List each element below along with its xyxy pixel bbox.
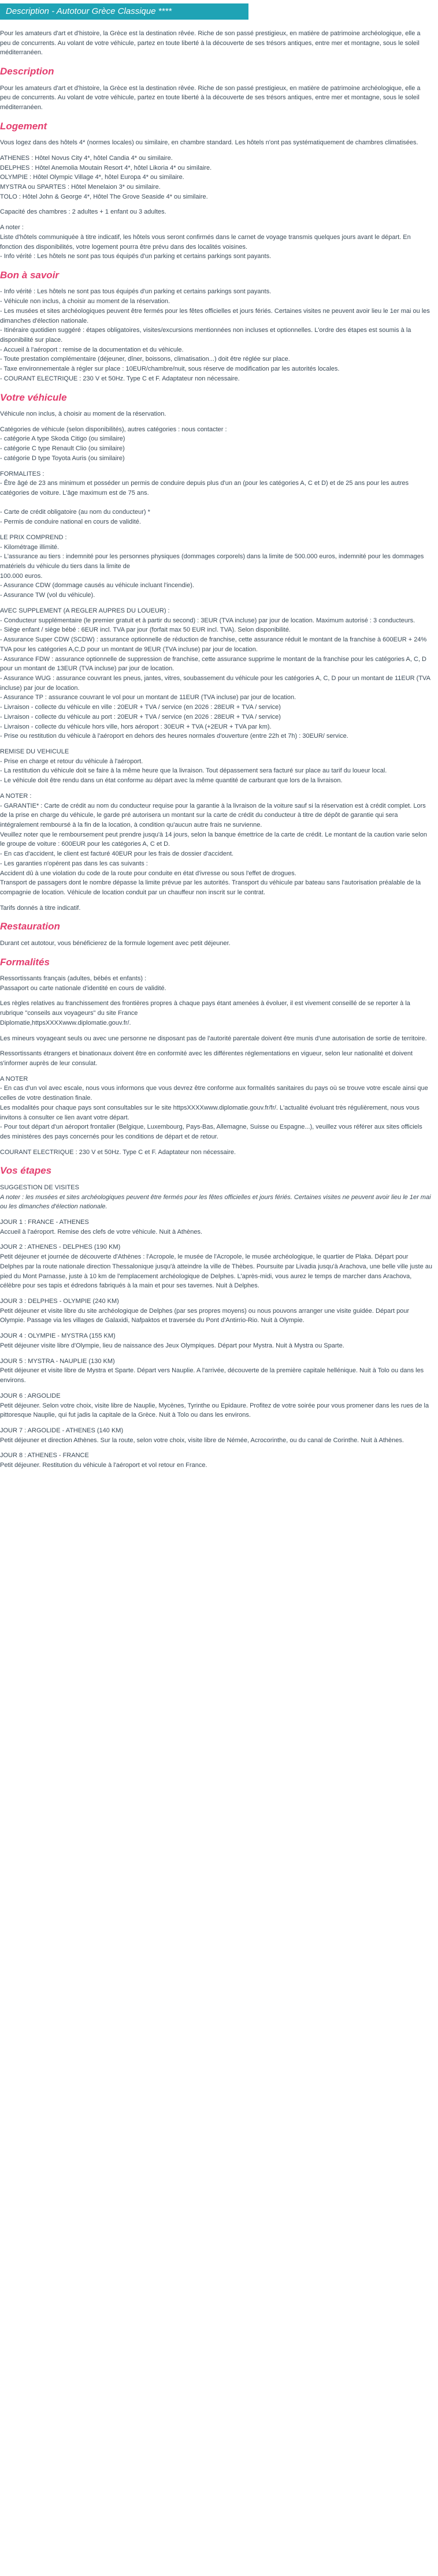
- logement-note: A noter : Liste d'hôtels communiquée à titre indicatif, les hôtels vous seront confirmés dans le carnet de voyage transmis quelques jours avant le départ. En fonction des disponibilités, votre logement pourra être prévu dans des localités voisines. - Info vérité : Les hôtels ne sont pas tous équipés d'un parking et certains parkings sont payants.: [0, 224, 411, 260]
- vehicule-section: [0, 392, 432, 913]
- etape-day-title: JOUR 5 : MYSTRA - NAUPLIE (130 KM): [0, 1357, 115, 1365]
- etape-day: [0, 1297, 432, 1326]
- etape-day-body: Petit déjeuner visite libre d'Olympie, lieu de naissance des Jeux Olympiques. Départ pour Mystra. Nuit à Mystra ou Sparte.: [0, 1342, 344, 1349]
- etapes-suggestion: SUGGESTION DE VISITES: [0, 1184, 79, 1191]
- description-heading: Description: [0, 66, 54, 77]
- etape-day: [0, 1331, 432, 1350]
- etape-day-body: Petit déjeuner et journée de découverte d'Athènes : l'Acropole, le musée de l'Acropole, le musée archéologique, le quartier de Plaka. Départ pour Delphes par la route nationale direction Thessalonique jusqu'à atteindre la ville de Thèbes. Poursuite par Livadia jusqu'à Arachova, une belle ville juste au pied du Mont Parnasse, juste à 10 km de l'emplacement archéologique de Delphes. L'après-midi, vous aurez le temps de marcher dans Arachova, célèbre pour ses tapis et édredons fabriqués à la main et pour ses tavernes. Nuit à Delphes.: [0, 1253, 432, 1290]
- vehicule-tarifs: Tarifs donnés à titre indicatif.: [0, 904, 81, 912]
- formalites-minors: Les mineurs voyageant seuls ou avec une personne ne disposant pas de l'autorité parentale doivent être munis d'une autorisation de sortie de territoire.: [0, 1035, 427, 1042]
- vehicule-supplement: AVEC SUPPLEMENT (A REGLER AUPRES DU LOUEUR) : - Conducteur supplémentaire (le premier gratuit et à partir du second) : 3EUR (TVA incluse) par jour de location. Maximum autorisé : 3 conducteurs. - Siège enfant / siège bébé : 6EUR incl. TVA par jour (forfait max 50 EUR incl. TVA). Selon disponibilité. - Assurance Super CDW (SCDW) : assurance optionnelle de réduction de franchise, cette assurance réduit le montant de la franchise à 600EUR + 24% TVA pour les catégories A,C,D pour un montant de 9EUR (TVA incluse) par jour de location. - Assurance FDW : assurance optionnelle de suppression de franchise, cette assurance supprime le montant de la franchise pour les catégories A, C, D pour un montant de 13EUR (TVA incluse) par jour de location. - Assurance WUG : assurance couvrant les pneus, jantes, vitres, soubassement du véhicule pour les catégories A, C, D pour un montant de 11EUR (TVA incluse) par jour de location. - Assurance TP : assurance couvrant le vol pour un montant de 11EUR (TVA incluse) par jour de location. - Livraison - collecte du véhicule en ville : 20EUR + TVA / service (en 2026 : 28EUR + TVA / service) - Livraison - collecte du véhicule au port : 20EUR + TVA / service (en 2026 : 28EUR + TVA / service) - Livraison - collecte du véhicule hors ville, hors aéroport : 30EUR + TVA (+2EUR + TVA par km). - Prise ou restitution du véhicule à l'aéroport en dehors des heures normales d'ouverture (entre 22h et 7h) : 30EUR/ service.: [0, 607, 430, 740]
- vehicule-heading: Votre véhicule: [0, 391, 67, 403]
- formalites-a-noter: A NOTER - En cas d'un vol avec escale, nous vous informons que vous devrez être conforme aux formalités sanitaires du pays où se trouve votre escale ainsi que celles de votre destination finale. Les modalités pour chaque pays sont consultables sur le site httpsXXXXwww.diplomatie.gouv.fr/fr/. L'actualité évoluant très régulièrement, nous vous invitons à consulter ce lien avant votre départ. - Pour tout départ d'un aéroport frontalier (Belgique, Luxembourg, Pays-Bas, Allemagne, Suisse ou Espagne...), veuillez vous référer aux sites officiels des ministères des pays concernés pour les conditions de départ et de retour.: [0, 1075, 428, 1141]
- intro-text: Pour les amateurs d'art et d'histoire, la Grèce est la destination rêvée. Riche de son passé prestigieux, en matière de patrimoine archéologique, elle a peu de concurrents. Au volant de votre véhicule, partez en toute liberté à la découverte de ses trésors antiques, entre mer et montagne, sous le soleil méditerranéen.: [0, 30, 421, 57]
- logement-intro: Vous logez dans des hôtels 4* (normes locales) ou similaire, en chambre standard. Les hôtels n'ont pas systématiquement de chambres climatisées.: [0, 139, 418, 147]
- logement-heading: Logement: [0, 120, 47, 132]
- etapes-note: A noter : les musées et sites archéologiques peuvent être fermés pour les fêtes officielles et jours fériés. Certaines visites ne peuvent avoir lieu le 1er mai ou les dimanches d'élection nationale.: [0, 1193, 431, 1211]
- restauration-heading: Restauration: [0, 921, 60, 932]
- vehicule-prix-comprend: LE PRIX COMPREND : - Kilométrage illimité. - L'assurance au tiers : indemnité pour les personnes physiques (dommages corporels) dans la limite de 500.000 euros, indemnité pour les dommages matériels du véhicule du tiers dans la limite de 100.000 euros. - Assurance CDW (dommage causés au véhicule incluant l'incendie). - Assurance TW (vol du véhicule).: [0, 533, 424, 599]
- etape-day-body: Accueil à l'aéroport. Remise des clefs de votre véhicule. Nuit à Athènes.: [0, 1228, 203, 1235]
- vehicule-a-noter: A NOTER : - GARANTIE* : Carte de crédit au nom du conducteur requise pour la garantie à la livraison de la voiture sauf si la réservation est à crédit complet. Lors de la prise en charge du véhicule, le garde pré autorisera un montant sur la carte de crédit du conducteur à titre de dépôt de garantie qui sera intégralement remboursé à la fin de la location, à condition qu'aucun autre frais ne survienne. Veuillez noter que le remboursement peut prendre jusqu'à 14 jours, selon la banque émettrice de la carte de crédit. Le montant de la caution varie selon le groupe de voiture : 600EUR pour les catégories A, C et D. - En cas d'accident, le client est facturé 40EUR pour les frais de dossier d'accident. - Les garanties n'opèrent pas dans les cas suivants : Accident dû à une violation du code de la route pour conduite en état d'ivresse ou sous l'effet de drogues. Transport de passagers dont le nombre dépasse la limite prévue par les autorités. Transport du véhicule par bateau sans l'autorisation préalable de la compagnie de location. Véhicule de location conduit par un chauffeur non inscrit sur le contrat.: [0, 792, 427, 897]
- formalites-foreign: Ressortissants étrangers et binationaux doivent être en conformité avec les différentes réglementations en vigueur, selon leur nationalité et doivent s'informer auprès de leur consulat.: [0, 1050, 413, 1067]
- formalites-docs: Ressortissants français (adultes, bébés et enfants) : Passaport ou carte nationale d'identité en cours de validité.: [0, 975, 166, 992]
- etape-day-title: JOUR 8 : ATHENES - FRANCE: [0, 1452, 89, 1459]
- etape-day: [0, 1426, 432, 1445]
- etape-day: [0, 1357, 432, 1386]
- etape-day-body: Petit déjeuner et direction Athènes. Sur la route, selon votre choix, visite libre de Némée, Acrocorinthe, ou du canal de Corinthe. Nuit à Athènes.: [0, 1436, 404, 1444]
- description-section: [0, 66, 432, 113]
- vehicule-remise: REMISE DU VEHICULE - Prise en charge et retour du véhicule à l'aéroport. - La restitution du véhicule doit se faire à la même heure que la livraison. Tout dépassement sera facturé sur place au tarif du loueur local. - Le véhicule doit être rendu dans un état conforme au départ avec la même quantité de carburant que lors de la livraison.: [0, 748, 387, 785]
- formalites-rules: Les règles relatives au franchissement des frontières propres à chaque pays étant amenées à évoluer, il est vivement conseillé de se reporter à la rubrique "conseils aux voyageurs" du site France Diplomatie,httpsXXXXwww.diplomatie.gouv.fr/.: [0, 1000, 410, 1026]
- restauration-section: [0, 921, 432, 948]
- etape-day-body: Petit déjeuner. Selon votre choix, visite libre de Nauplie, Mycènes, Tyrinthe ou Epidaure. Profitez de votre soirée pour vous promener dans les rues de la pittoresque Nauplie, qui fut jadis la capitale de la Grèce. Nuit à Tolo ou dans les environs.: [0, 1402, 429, 1419]
- bon-a-savoir-text: - Info vérité : Les hôtels ne sont pas tous équipés d'un parking et certains parkings sont payants. - Véhicule non inclus, à choisir au moment de la réservation. - Les musées et sites archéologiques peuvent être fermés pour les fêtes officielles et jours fériés. Certaines visites ne peuvent avoir lieu le 1er mai ou les dimanches d'élection nationale. - Itinéraire quotidien suggéré : étapes obligatoires, visites/excursions mentionnées non incluses et optionnelles. L'ordre des étapes est soumis à la disponibilité sur place. - Accueil à l'aéroport : remise de la documentation et du véhicule. - Toute prestation complémentaire (déjeuner, dîner, boissons, climatisation...) doit être réglée sur place. - Taxe environnementale à régler sur place : 10EUR/chambre/nuit, sous réserve de modification par les autorités locales. - COURANT ELECTRIQUE : 230 V et 50Hz. Type C et F. Adaptateur non nécessaire.: [0, 288, 430, 382]
- restauration-text: Durant cet autotour, vous bénéficierez de la formule logement avec petit déjeuner.: [0, 939, 231, 947]
- etape-day-title: JOUR 4 : OLYMPIE - MYSTRA (155 KM): [0, 1332, 116, 1340]
- formalites-section: [0, 957, 432, 1158]
- etape-day-title: JOUR 7 : ARGOLIDE - ATHENES (140 KM): [0, 1427, 124, 1434]
- content: [0, 29, 432, 1470]
- etape-day-title: JOUR 6 : ARGOLIDE: [0, 1392, 61, 1399]
- bon-a-savoir-section: [0, 270, 432, 384]
- etape-day-title: JOUR 3 : DELPHES - OLYMPIE (240 KM): [0, 1298, 119, 1305]
- etapes-section: [0, 1165, 432, 1470]
- etape-day-title: JOUR 2 : ATHENES - DELPHES (190 KM): [0, 1244, 121, 1251]
- etape-day-title: JOUR 1 : FRANCE - ATHENES: [0, 1219, 89, 1226]
- logement-capacity: Capacité des chambres : 2 adultes + 1 enfant ou 3 adultes.: [0, 208, 166, 216]
- formalites-heading: Formalités: [0, 956, 50, 968]
- etape-day-body: Petit déjeuner. Restitution du véhicule à l'aéroport et vol retour en France.: [0, 1462, 207, 1469]
- logement-hotels: ATHENES : Hôtel Novus City 4*, hôtel Candia 4* ou similaire. DELPHES : Hôtel Anemolia Moutain Resort 4*, hôtel Likoria 4* ou similaire. OLYMPIE : Hôtel Olympic Village 4*, hôtel Europa 4* ou similaire. MYSTRA ou SPARTES : Hôtel Menelaion 3* ou similaire. TOLO : Hôtel John & George 4*, Hôtel The Grove Seaside 4* ou similaire.: [0, 154, 212, 200]
- logement-section: [0, 121, 432, 262]
- etape-day: [0, 1391, 432, 1420]
- etape-day-body: Petit déjeuner et visite libre de Mystra et Sparte. Départ vers Nauplie. A l'arrivée, découverte de la première capitale hellénique. Nuit à Tolo ou dans les environs.: [0, 1367, 424, 1384]
- description-text: Pour les amateurs d'art et d'histoire, la Grèce est la destination rêvée. Riche de son passé prestigieux, en matière de patrimoine archéologique, elle a peu de concurrents. Au volant de votre véhicule, partez en toute liberté à la découverte de ses trésors antiques, entre mer et montagne, sous le soleil méditerranéen.: [0, 84, 421, 111]
- etape-day-body: Petit déjeuner et visite libre du site archéologique de Delphes (par ses propres moyens) ou nous pouvons arranger une visite guidée. Départ pour Olympie. Passage via les villages de Galaxidi, Nafpaktos et traversée du Pont d'Antirrio-Rio. Nuit à Olympie.: [0, 1307, 410, 1324]
- etape-day: [0, 1242, 432, 1291]
- bon-a-savoir-heading: Bon à savoir: [0, 270, 60, 281]
- etape-day: [0, 1451, 432, 1470]
- vehicule-formalites: FORMALITES : - Être âgé de 23 ans minimum et posséder un permis de conduire depuis plus d'un an (pour les catégories A, C et D) et de 25 ans pour les autres catégories de voiture. L'âge maximum est de 75 ans. - Carte de crédit obligatoire (au nom du conducteur) * - Permis de conduire national en cours de validité.: [0, 470, 409, 526]
- etapes-heading: Vos étapes: [0, 1165, 52, 1177]
- formalites-courant: COURANT ELECTRIQUE : 230 V et 50Hz. Type C et F. Adaptateur non nécessaire.: [0, 1148, 236, 1156]
- vehicule-categories: Catégories de véhicule (selon disponibilités), autres catégories : nous contacter : - catégorie A type Skoda Citigo (ou similaire) - catégorie C type Renault Clio (ou similaire) - catégorie D type Toyota Auris (ou similaire): [0, 425, 227, 462]
- page-banner: Description - Autotour Grèce Classique ****: [0, 3, 248, 20]
- vehicule-intro: Véhicule non inclus, à choisir au moment de la réservation.: [0, 410, 166, 417]
- etape-day: [0, 1218, 432, 1237]
